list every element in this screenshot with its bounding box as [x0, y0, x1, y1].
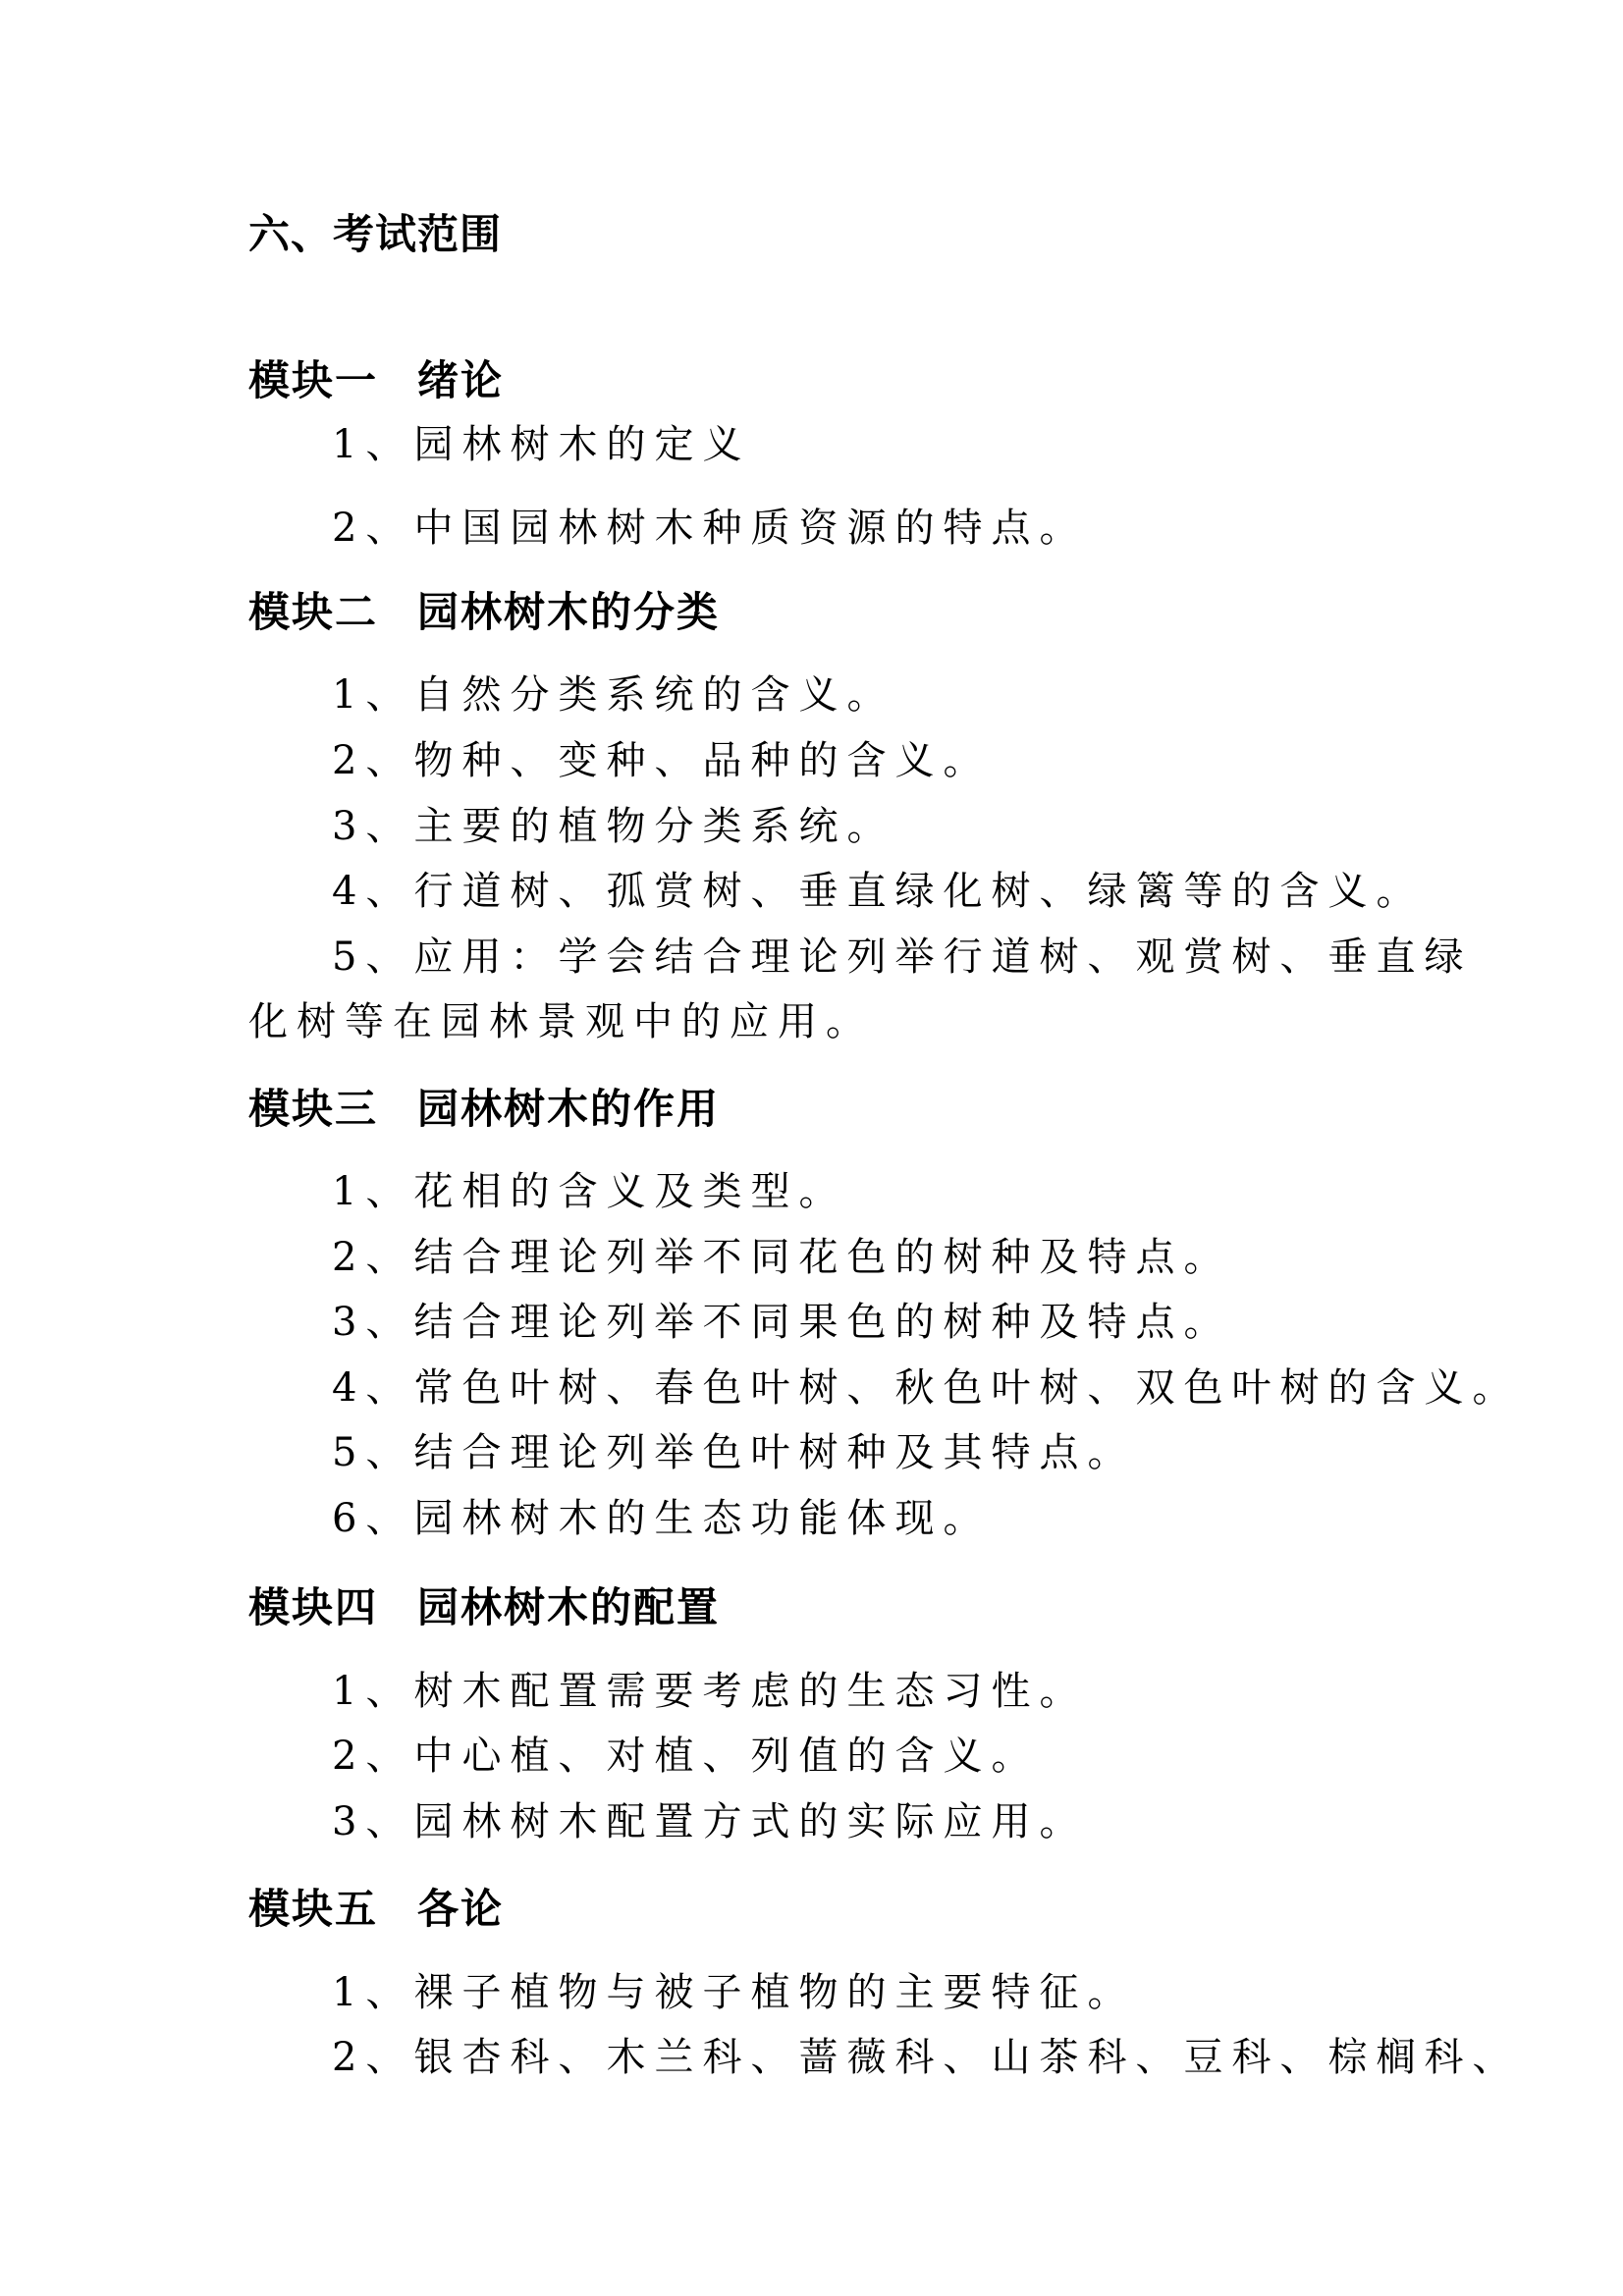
module-heading-2: [248, 585, 720, 640]
module-label: 模块一: [248, 356, 379, 404]
list-item: 2、中心植、对植、列值的含义。: [332, 1734, 1040, 1779]
module-label: 模块三: [248, 1085, 379, 1133]
module-title: 园林树木的配置: [417, 1583, 721, 1631]
module-label: 模块五: [248, 1885, 379, 1933]
module-title: 园林树木的作用: [417, 1085, 721, 1133]
list-item: 5、结合理论列举色叶树种及其特点。: [332, 1430, 1136, 1475]
list-item: 3、主要的植物分类系统。: [332, 804, 895, 849]
section-heading: 六、考试范围: [248, 210, 503, 258]
list-item: 4、行道树、孤赏树、垂直绿化树、绿篱等的含义。: [332, 869, 1425, 914]
list-item: 2、中国园林树木种质资源的特点。: [332, 506, 1088, 551]
list-item: 1、园林树木的定义: [332, 422, 751, 467]
list-item-continuation: 化树等在园林景观中的应用。: [248, 999, 874, 1044]
list-item: 6、园林树木的生态功能体现。: [332, 1496, 992, 1541]
list-item: 1、树木配置需要考虑的生态习性。: [332, 1669, 1088, 1714]
list-item: 3、结合理论列举不同果色的树种及特点。: [332, 1300, 1232, 1345]
list-item: 1、自然分类系统的含义。: [332, 672, 895, 718]
list-item: 4、常色叶树、春色叶树、秋色叶树、双色叶树的含义。: [332, 1365, 1521, 1411]
module-title: 各论: [417, 1885, 505, 1933]
module-heading-1: [248, 353, 504, 408]
list-item: 2、结合理论列举不同花色的树种及特点。: [332, 1235, 1232, 1280]
module-title: 绪论: [417, 356, 505, 404]
list-item: 2、银杏科、木兰科、蔷薇科、山茶科、豆科、棕榈科、: [332, 2035, 1521, 2080]
list-item: 3、园林树木配置方式的实际应用。: [332, 1799, 1088, 1844]
list-item: 5、应用：学会结合理论列举行道树、观赏树、垂直绿: [332, 934, 1473, 980]
module-heading-4: [248, 1580, 720, 1635]
module-title: 园林树木的分类: [417, 588, 721, 636]
module-label: 模块二: [248, 588, 379, 636]
list-item: 1、花相的含义及类型。: [332, 1169, 847, 1214]
module-heading-3: [248, 1082, 720, 1137]
list-item: 1、裸子植物与被子植物的主要特征。: [332, 1970, 1136, 2015]
list-item: 2、物种、变种、品种的含义。: [332, 738, 992, 783]
module-label: 模块四: [248, 1583, 379, 1631]
module-heading-5: [248, 1882, 504, 1937]
